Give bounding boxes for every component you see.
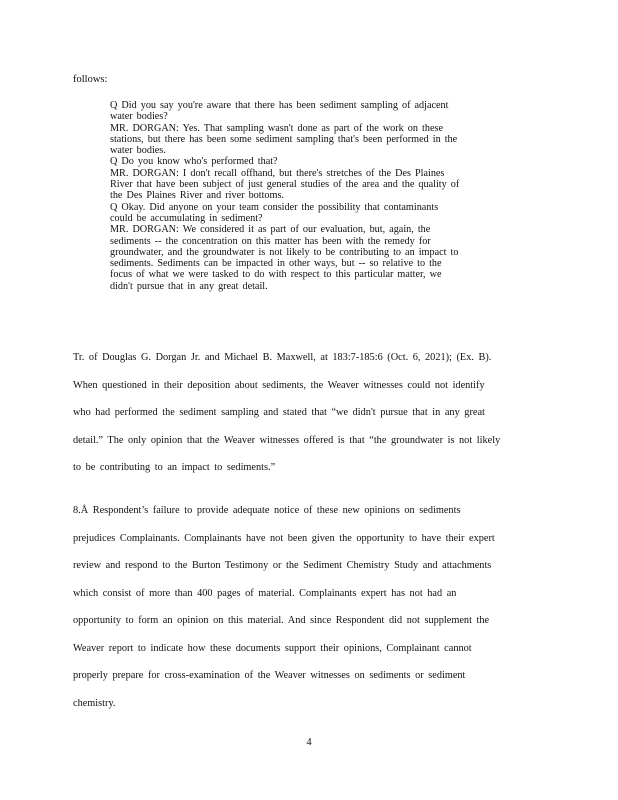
lead-text: follows: — [73, 74, 108, 85]
paragraph-line: properly prepare for cross-examination of the Weaver witnesses on sediments or sediment — [73, 670, 466, 681]
paragraph-line: review and respond to the Burton Testimony or the Sediment Chemistry Study and attachments — [73, 560, 492, 571]
paragraph-line: chemistry. — [73, 697, 116, 709]
quote-line: Q Do you know who's performed that? — [110, 156, 278, 168]
quote-line: the Des Plaines River and river bottoms. — [110, 190, 284, 202]
quote-line: MR. DORGAN: We considered it as part of our evaluation, but, again, the — [110, 224, 431, 236]
quote-line: could be accumulating in sediment? — [110, 212, 263, 224]
paragraph-line: Weaver report to indicate how these documents support their opinions, Complainant cannot — [73, 642, 472, 654]
paragraph-line: Tr. of Douglas G. Dorgan Jr. and Michael B. Maxwell, at 183:7-185:6 (Oct. 6, 2021); (Ex. B). — [73, 352, 492, 363]
paragraph-8 — [73, 504, 543, 724]
quote-line: focus of what we were tasked to do with respect to this particular matter, we — [110, 269, 442, 281]
paragraph-line: 8.Å Respondent’s failure to provide adequate notice of these new opinions on sediments — [73, 505, 461, 516]
quote-line: MR. DORGAN: Yes. That sampling wasn't done as part of the work on these — [110, 122, 443, 134]
paragraph-line: to be contributing to an impact to sediments.” — [73, 462, 276, 473]
quote-line: Q Did you say you're aware that there has been sediment sampling of adjacent — [110, 100, 449, 111]
paragraph-line: When questioned in their deposition about sediments, the Weaver witnesses could not identify — [73, 379, 485, 391]
paragraph-line: detail.” The only opinion that the Weaver witnesses offered is that “the groundwater is not likely — [73, 434, 501, 446]
quote-line: River that have been subject of just general studies of the area and the quality of — [110, 179, 460, 191]
quote-line: sediments -- the concentration on this matter has been with the remedy for — [110, 235, 431, 247]
quote-line: sediments. Sediments can be impacted in other ways, but -- so relative to the — [110, 258, 442, 270]
quote-line: water bodies? — [110, 111, 168, 123]
paragraph-line: which consist of more than 400 pages of material. Complainants expert has not had an — [73, 587, 457, 599]
paragraph-citation — [73, 351, 543, 489]
paragraph-line: prejudices Complainants. Complainants have not been given the opportunity to have their expert — [73, 532, 495, 544]
deposition-quote — [110, 100, 510, 292]
quote-line: water bodies. — [110, 145, 166, 157]
page-number: 4 — [306, 737, 312, 748]
paragraph-line: who had performed the sediment sampling and stated that “we didn't pursue that in any great — [73, 407, 485, 418]
quote-line: didn't pursue that in any great detail. — [110, 280, 268, 292]
quote-line: groundwater, and the groundwater is not likely to be contributing to an impact to — [110, 246, 459, 258]
quote-line: Q Okay. Did anyone on your team consider the possibility that contaminants — [110, 201, 439, 213]
quote-line: MR. DORGAN: I don't recall offhand, but there's stretches of the Des Plaines — [110, 167, 445, 179]
quote-line: stations, but there has been some sediment sampling that's been performed in the — [110, 133, 458, 145]
paragraph-line: opportunity to form an opinion on this material. And since Respondent did not supplement the — [73, 615, 490, 626]
